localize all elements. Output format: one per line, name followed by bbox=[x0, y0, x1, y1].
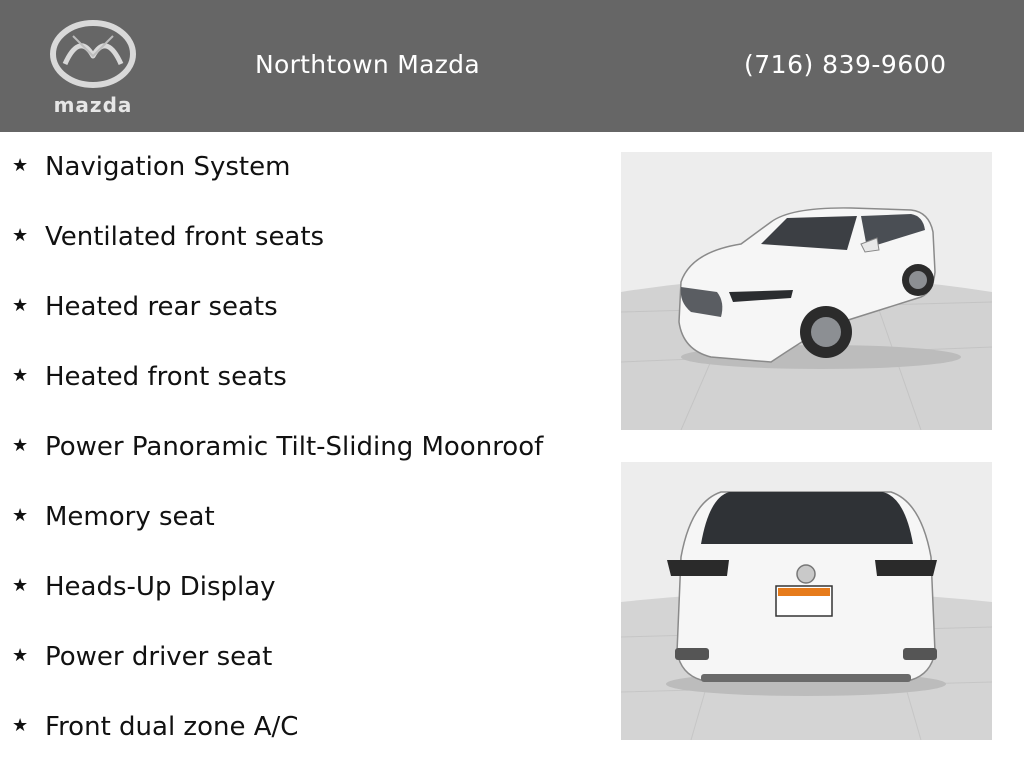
star-icon: ★ bbox=[12, 295, 29, 316]
dealer-name[interactable]: Northtown Mazda bbox=[255, 50, 480, 79]
feature-label: Heated rear seats bbox=[45, 292, 278, 322]
suv-rear-image bbox=[621, 462, 992, 740]
star-icon: ★ bbox=[12, 575, 29, 596]
star-icon: ★ bbox=[12, 365, 29, 386]
feature-label: Ventilated front seats bbox=[45, 222, 325, 252]
feature-label: Navigation System bbox=[45, 152, 291, 182]
feature-item bbox=[12, 637, 272, 677]
mazda-wordmark: mazda bbox=[53, 93, 133, 117]
suv-front-image bbox=[621, 152, 992, 430]
star-icon: ★ bbox=[12, 225, 29, 246]
feature-item bbox=[12, 707, 298, 747]
feature-label: Power Panoramic Tilt-Sliding Moonroof bbox=[45, 432, 544, 462]
feature-item bbox=[12, 567, 276, 607]
feature-label: Heads-Up Display bbox=[45, 572, 276, 602]
star-icon: ★ bbox=[12, 715, 29, 736]
feature-item bbox=[12, 427, 543, 467]
mazda-logo[interactable] bbox=[40, 16, 146, 116]
header-bar bbox=[0, 0, 1024, 132]
feature-label: Power driver seat bbox=[45, 642, 273, 672]
feature-item bbox=[12, 287, 278, 327]
star-icon: ★ bbox=[12, 505, 29, 526]
feature-item bbox=[12, 147, 290, 187]
mazda-emblem-icon bbox=[40, 16, 146, 92]
feature-list bbox=[0, 133, 600, 763]
dealer-phone[interactable]: (716) 839-9600 bbox=[744, 50, 947, 79]
star-icon: ★ bbox=[12, 155, 29, 176]
feature-item bbox=[12, 357, 287, 397]
vehicle-photo-front[interactable] bbox=[621, 152, 992, 430]
vehicle-photo-rear[interactable] bbox=[621, 462, 992, 740]
feature-label: Front dual zone A/C bbox=[45, 712, 299, 742]
feature-item bbox=[12, 497, 215, 537]
feature-label: Heated front seats bbox=[45, 362, 287, 392]
star-icon: ★ bbox=[12, 435, 29, 456]
star-icon: ★ bbox=[12, 645, 29, 666]
feature-item bbox=[12, 217, 324, 257]
feature-label: Memory seat bbox=[45, 502, 215, 532]
